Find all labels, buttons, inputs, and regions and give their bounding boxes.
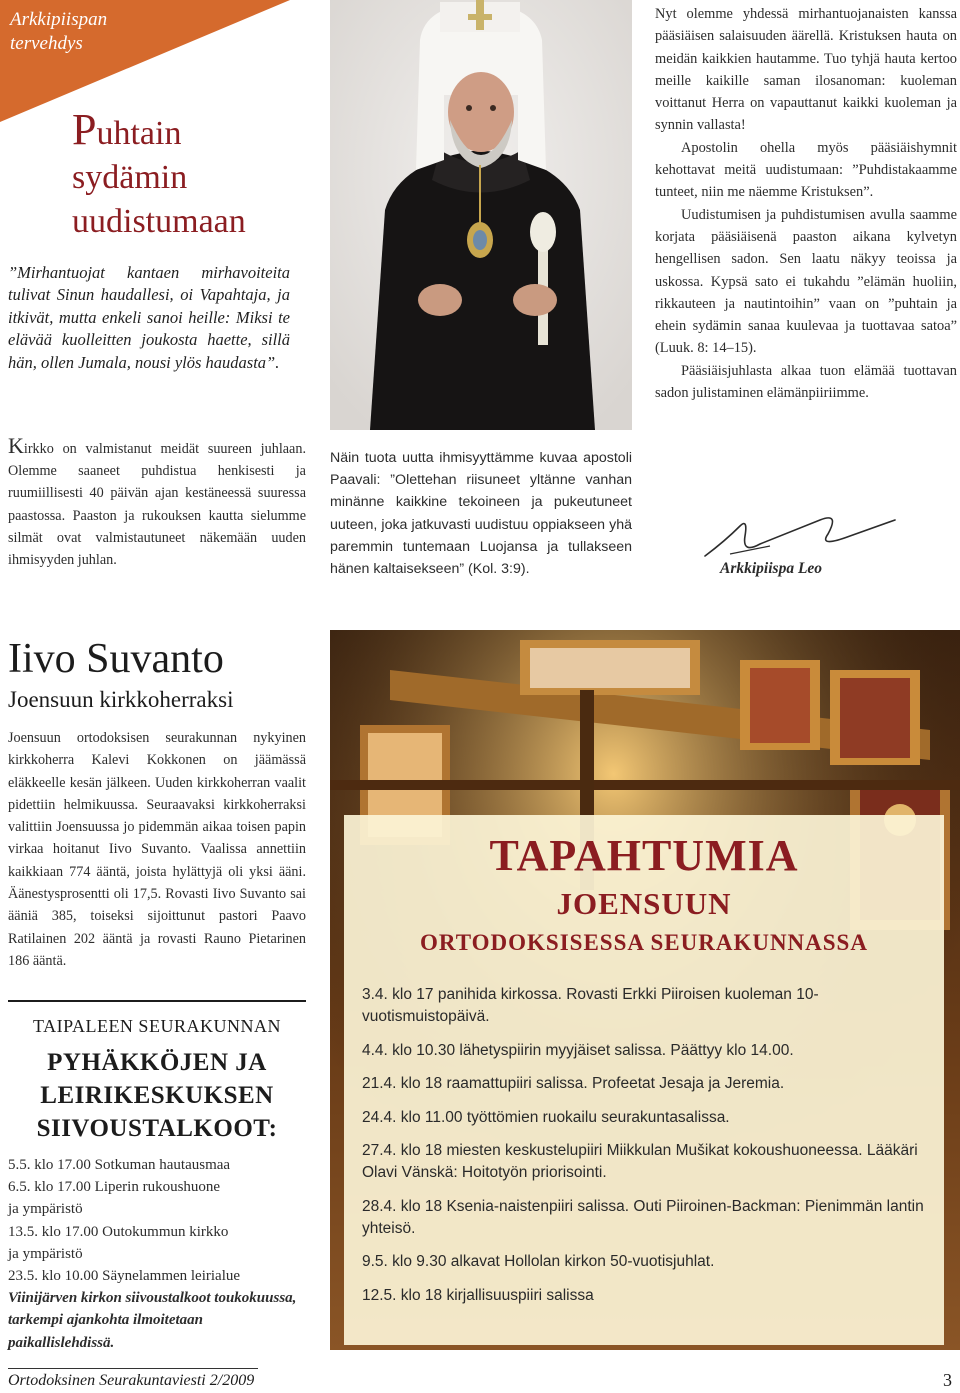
talkoot-schedule xyxy=(8,1154,306,1354)
article-paragraph: Pääsiäisjuhlasta alkaa tuon elämää tuottavan sadon julistaminen elämänpiiriimme. xyxy=(655,362,957,402)
news-subtitle: Joensuun kirkkoherraksi xyxy=(8,687,234,712)
footer-divider xyxy=(8,1368,258,1369)
publication-name: Ortodoksinen Seurakuntaviesti 2/2009 xyxy=(8,1372,255,1389)
news-title: Iivo Suvanto xyxy=(8,636,224,682)
archbishop-photo xyxy=(330,0,632,430)
hymn-quote: ”Mirhantuojat kantaen mirhavoiteita tulivat Sinun haudallesi, oi Vapahtaja, ja itkivät, mutta enkeli sanoi heille: Miksi te elävää kuolleitten joukosta haette, sillä hän, ollen Jumala, nousi ylös haudasta”. xyxy=(8,263,290,372)
article-column-1-text: irkko on valmistanut meidät suureen juhlaan. Olemme saaneet puhdistua henkisesti ja ruumiillisesti 40 päivän ajan kestäneessä suuressa paastossa. Paaston ja rukouksen kautta sielumme silmät ovat valmistautuneet näkemään uuden ihmisyyden juhlan. xyxy=(8,441,306,569)
schedule-line: 5.5. klo 17.00 Sotkuman hautausmaa xyxy=(8,1157,231,1173)
events-list xyxy=(362,984,937,1318)
talkoot-heading-line: LEIRIKESKUKSEN xyxy=(40,1082,274,1109)
talkoot-heading xyxy=(8,1046,306,1145)
headline-line-2: sydämin xyxy=(72,159,188,196)
talkoot-parish-heading: TAIPALEEN SEURAKUNNAN xyxy=(33,1016,281,1036)
event-item: 28.4. klo 18 Ksenia-naistenpiiri salissa. Outi Piiroinen-Backman: Pienimmän lantin yhteisö. xyxy=(362,1197,924,1237)
section-banner-label xyxy=(10,8,107,56)
headline-initial: P xyxy=(72,105,97,154)
handwritten-signature xyxy=(700,506,900,566)
drop-cap: K xyxy=(8,433,24,458)
schedule-note: Viinijärven kirkon siivoustalkoot toukokuussa, tarkempi ajankohta ilmoitetaan paikallislehdissä. xyxy=(8,1290,297,1351)
news-body: Joensuun ortodoksisen seurakunnan nykyinen kirkkoherra Kalevi Kokkonen on jäämässä eläkkeelle kesän jälkeen. Uuden kirkkoherran vaalit pidettiin helmikuussa. Seuraavaksi kirkkoherraksi valittiin Joensuussa jo pidemmän aikaa toisen papin virkaa hoitanut Iivo Suvanto. Vaalissa annettiin kaikkiaan 774 ääntä, joista hylättyjä oli yksi ääni. Äänestysprosentti oli 17,5. Rovasti Iivo Suvanto sai ääniä 385, toiseksi sijoittunut pastori Paavo Ratilainen 202 ääntä ja rovasti Rauno Pietarinen 186 ääntä. xyxy=(8,730,306,969)
article-column-3 xyxy=(655,3,957,404)
event-item: 24.4. klo 11.00 työttömien ruokailu seurakuntasalissa. xyxy=(362,1108,730,1126)
event-item: 27.4. klo 18 miesten keskustelupiiri Miikkulan Mušikat kokoushuoneessa. Lääkäri Olavi Vänskä: Hoitotyön priorisointi. xyxy=(362,1142,918,1181)
events-subheading: JOENSUUN xyxy=(556,886,732,921)
section-divider xyxy=(8,1000,306,1002)
talkoot-heading-line: PYHÄKKÖJEN JA xyxy=(47,1049,267,1076)
archbishop-portrait-illustration xyxy=(330,0,632,430)
event-item: 12.5. klo 18 kirjallisuuspiiri salissa xyxy=(362,1286,594,1304)
schedule-line: 6.5. klo 17.00 Liperin rukoushuone xyxy=(8,1179,221,1196)
page-number: 3 xyxy=(943,1370,952,1390)
events-heading: TAPAHTUMIA xyxy=(489,831,799,880)
article-paragraph: Uudistumisen ja puhdistumisen avulla saamme korjata pääsiäisenä paaston aikana kylvetyn hengellisen sadon. Sen laatu näkyy teoissa ja uskossa. Kypsä sato ei tukahdu ”elämän huoliin, rikkauteen ja nautintoihin” vaan on ”puhtain ja ehein sydämin sanaa kuulevaa ja tuottavaa satoa” (Luuk. 8: 14–15). xyxy=(655,206,957,357)
schedule-line: 23.5. klo 10.00 Säynelammen leirialue xyxy=(8,1268,241,1285)
event-item: 9.5. klo 9.30 alkavat Hollolan kirkon 50-vuotisjuhlat. xyxy=(362,1253,715,1270)
article-paragraph: Nyt olemme yhdessä mirhantuojanaisten kanssa pääsiäisen salaisuuden äärellä. Kristuksen hauta on meidän kaikkien hautamme. Tuo tyhjä hauta kertoo meille kaikille saman ilosanoman: kuoleman voittanut Herra on vapauttanut kaikki kuoleman ja synnin vallasta! xyxy=(655,6,957,134)
article-column-1 xyxy=(8,433,306,571)
events-subheading-2: ORTODOKSISESSA SEURAKUNNASSA xyxy=(420,930,868,955)
event-item: 3.4. klo 17 panihida kirkossa. Rovasti Erkki Piiroisen kuoleman 10-vuotismuistopäivä. xyxy=(362,986,819,1025)
headline-line-1: uhtain xyxy=(96,115,182,152)
headline-line-3: uudistumaan xyxy=(72,203,246,240)
event-item: 21.4. klo 18 raamattupiiri salissa. Profeetat Jesaja ja Jeremia. xyxy=(362,1075,785,1092)
article-headline xyxy=(72,105,282,244)
article-column-2: Näin tuota uutta ihmisyyttämme kuvaa apostoli Paavali: ”Olettehan riisuneet yltänne vanhan minänne kaikkine tekoineen ja pukeutuneet uuteen, joka jatkuvasti uudistuu oppiakseen yhä paremmin tuntemaan Luojansa ja tullakseen hänen kaltaisekseen” (Kol. 3:9). xyxy=(330,450,632,578)
schedule-line: 13.5. klo 17.00 Outokummun kirkko xyxy=(8,1223,229,1240)
banner-line-1: Arkkipiispan xyxy=(10,9,108,30)
signature-name: Arkkipiispa Leo xyxy=(720,560,823,577)
banner-line-2: tervehdys xyxy=(10,33,83,54)
talkoot-heading-line: SIIVOUSTALKOOT: xyxy=(36,1115,278,1142)
event-item: 4.4. klo 10.30 lähetyspiirin myyjäiset salissa. Päättyy klo 14.00. xyxy=(362,1041,794,1059)
schedule-line: ja ympäristö xyxy=(8,1245,83,1262)
schedule-line: ja ympäristö xyxy=(8,1201,83,1218)
article-paragraph: Apostolin ohella myös pääsiäishymnit kehottavat meitä uudistumaan: ”Puhdistakaamme tunteet, niin me näemme Kristuksen”. xyxy=(655,139,957,201)
